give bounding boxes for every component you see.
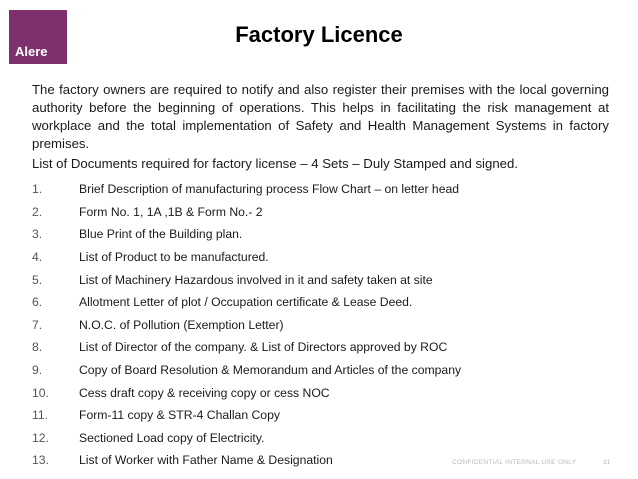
item-number: 11.	[32, 408, 49, 423]
item-number: 8.	[32, 340, 43, 355]
item-number: 6.	[32, 295, 43, 310]
list-item	[32, 291, 612, 314]
documents-heading: List of Documents required for factory license – 4 Sets – Duly Stamped and signed.	[32, 156, 518, 171]
slide-title: Factory Licence	[235, 22, 403, 47]
item-text: List of Machinery Hazardous involved in it and safety taken at site	[79, 272, 433, 287]
list-item	[32, 314, 612, 337]
item-number: 12.	[32, 430, 49, 445]
item-number: 7.	[32, 317, 43, 332]
list-item	[32, 223, 612, 246]
list-item	[32, 381, 612, 404]
item-text: List of Director of the company. & List of Directors approved by ROC	[79, 340, 448, 355]
list-item	[32, 427, 612, 450]
list-item	[32, 404, 612, 427]
item-number: 9.	[32, 363, 43, 378]
documents-list	[32, 178, 612, 472]
item-text: Sectioned Load copy of Electricity.	[79, 430, 265, 445]
list-item	[32, 201, 612, 224]
item-text: Cess draft copy & receiving copy or cess NOC	[79, 385, 330, 400]
item-number: 3.	[32, 227, 43, 242]
item-number: 1.	[32, 182, 43, 197]
confidential-footer: CONFIDENTIAL INTERNAL USE ONLY	[452, 459, 577, 466]
logo-text: Alere	[15, 44, 48, 59]
item-number: 2.	[32, 204, 43, 219]
item-number: 5.	[32, 272, 43, 287]
item-text: Blue Print of the Building plan.	[79, 227, 243, 242]
list-item	[32, 178, 612, 201]
item-number: 10.	[32, 385, 49, 400]
item-text: List of Worker with Father Name & Designation	[79, 453, 333, 468]
item-number: 4.	[32, 250, 43, 265]
item-text: Copy of Board Resolution & Memorandum and Articles of the company	[79, 363, 462, 378]
item-text: Form No. 1, 1A ,1B & Form No.- 2	[79, 204, 263, 219]
item-text: Brief Description of manufacturing process Flow Chart – on letter head	[79, 182, 460, 197]
list-item	[32, 336, 612, 359]
item-text: Allotment Letter of plot / Occupation certificate & Lease Deed.	[79, 295, 413, 310]
item-text: Form-11 copy & STR-4 Challan Copy	[79, 408, 280, 423]
intro-paragraph: The factory owners are required to notify and also register their premises with the local governing authority before the beginning of operations. This helps in facilitating the risk management at workplace and the total implementation of Safety and Health Management Systems in factory premises.	[32, 82, 609, 151]
page-number: 31	[603, 459, 611, 466]
item-text: N.O.C. of Pollution (Exemption Letter)	[79, 317, 284, 332]
list-item	[32, 246, 612, 269]
list-item	[32, 268, 612, 291]
list-item	[32, 359, 612, 382]
item-text: List of Product to be manufactured.	[79, 250, 269, 265]
item-number: 13.	[32, 453, 49, 468]
